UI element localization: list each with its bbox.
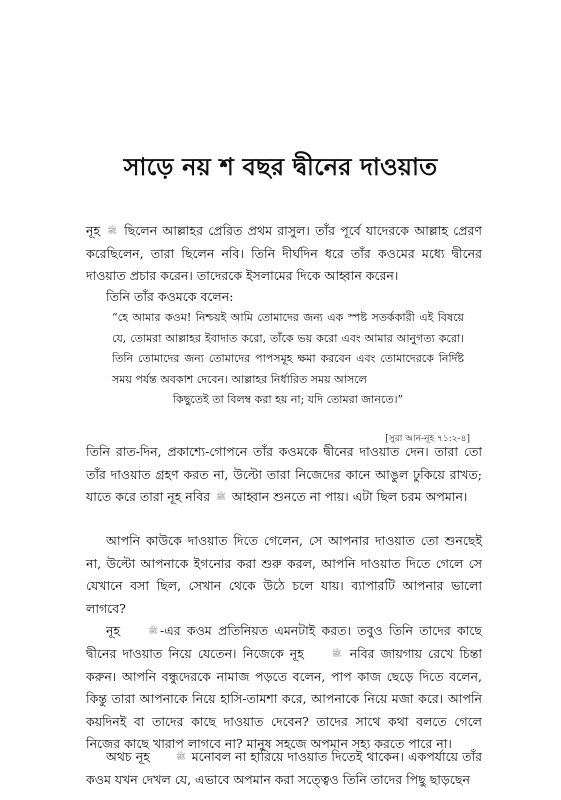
paragraph-5-part2: নবির জায়গায় রেখে চিন্তা করুন। আপনি বন্ধুদেরকে নামাজ পড়তে বলেন, পাপ কাজ ছেড়ে দিতে বলেন, কিন্তু তারা আপনাকে নিয়ে হাসি-তামশা করে, আপনাকে নিয়ে মজা করে। আপনি কয়দিনই বা তাদের কাছে দাওয়াত দেবেন? তাদের সাথে কথা বলতে গেলে নিজের কাছে খারাপ লাগবে না? মানুষ সহজে অপমান সহ্য করতে পারে না। <box>86 645 482 752</box>
paragraph-5 <box>86 620 482 756</box>
paragraph-1-text: ছিলেন আল্লাহর প্রেরিত প্রথম রাসুল। তাঁর পূর্বে যাদেরকে আল্লাহ প্রেরণ করেছিলেন, তারা ছিলেন নবি। তিনি দীর্ঘদিন ধরে তাঁর কওমের মধ্যে দ্বীনের দাওয়াত প্রচার করেন। তাদেরকে ইসলামের দিকে আহ্বান করেন। <box>86 223 482 284</box>
paragraph-1-lead: নূহ <box>86 223 101 238</box>
quote-last-line: কিছুতেই তা বিলম্ব করা হয় না; যদি তোমরা জানতে।” <box>172 393 404 407</box>
paragraph-2: তিনি তাঁর কওমকে বলেন: <box>106 289 234 304</box>
chapter-title: সাড়ে নয় শ বছর দ্বীনের দাওয়াত <box>123 152 438 181</box>
paragraph-3-before: তিনি রাত-দিন, প্রকাশ্যে-গোপনে তাঁর কওমকে দ্বীনের দাওয়াত দেন। তারা তো তাঁর দাওয়াত গ্রহণ করত না, উল্টো তারা নিজেদের কানে আঙুল ঢুকিয়ে রাখত; যাতে করে তারা নূহ নবির <box>86 444 482 505</box>
honorific-icon: ﷺ <box>148 626 158 636</box>
honorific-icon: ﷺ <box>331 649 342 658</box>
paragraph-3 <box>86 441 482 509</box>
paragraph-5-lead: নূহ <box>106 623 121 638</box>
honorific-icon: ﷺ <box>175 752 186 762</box>
paragraph-6 <box>86 746 482 791</box>
paragraph-6-text: মনোবল না হারিয়ে দাওয়াত দিতেই থাকেন। একপর্যায়ে তাঁর কওম যখন দেখল যে, এভাবে অপমান করা সত্ত্বেও তিনি তাদের পিছু ছাড়ছেন <box>86 749 483 787</box>
paragraph-4: আপনি কাউকে দাওয়াত দিতে গেলেন, সে আপনার দাওয়াত তো শুনছেই না, উল্টো আপনাকে ইগনোর করা শুরু করল, আপনি দাওয়াত দিতে গেলে সে যেখানে বসা ছিল, সেখান থেকে উঠে চলে যায়। ব্যাপারটি আপনার ভালো লাগবে? <box>86 533 482 616</box>
paragraph-5-part1: -এর কওম প্রতিনিয়ত এমনটাই করত। তবুও তিনি তাদের কাছে দ্বীনের দাওয়াত নিয়ে যেতেন। নিজেকে নূহ <box>86 623 482 661</box>
quote-body: “হে আমার কওম! নিশ্চয়ই আমি তোমাদের জন্য এক স্পষ্ট সতর্ককারী এই বিষয়ে যে, তোমরা আল্লাহর ইবাদাত করো, তাঁকে ভয় করো এবং আমার আনুগত্য করো। তিনি তোমাদের জন্য তোমাদের পাপসমূহ ক্ষমা করবেন এবং তোমাদেরকে নির্দিষ্ট সময় পর্যন্ত অবকাশ দেবেন। আল্লাহর নির্ধারিত সময় আসলে <box>112 311 464 386</box>
paragraph-3-after: আহ্বান শুনতে না পায়। এটা ছিল চরম অপমান। <box>231 489 468 505</box>
honorific-icon: ﷺ <box>216 492 226 502</box>
paragraph-6-lead: অথচ নূহ <box>106 749 150 764</box>
paragraph-1 <box>86 220 482 288</box>
quran-quote <box>112 308 464 411</box>
honorific-icon: ﷺ <box>107 226 117 236</box>
quote-citation: [সুরা আন-নূহ ৭১:২-৪] <box>385 434 470 444</box>
